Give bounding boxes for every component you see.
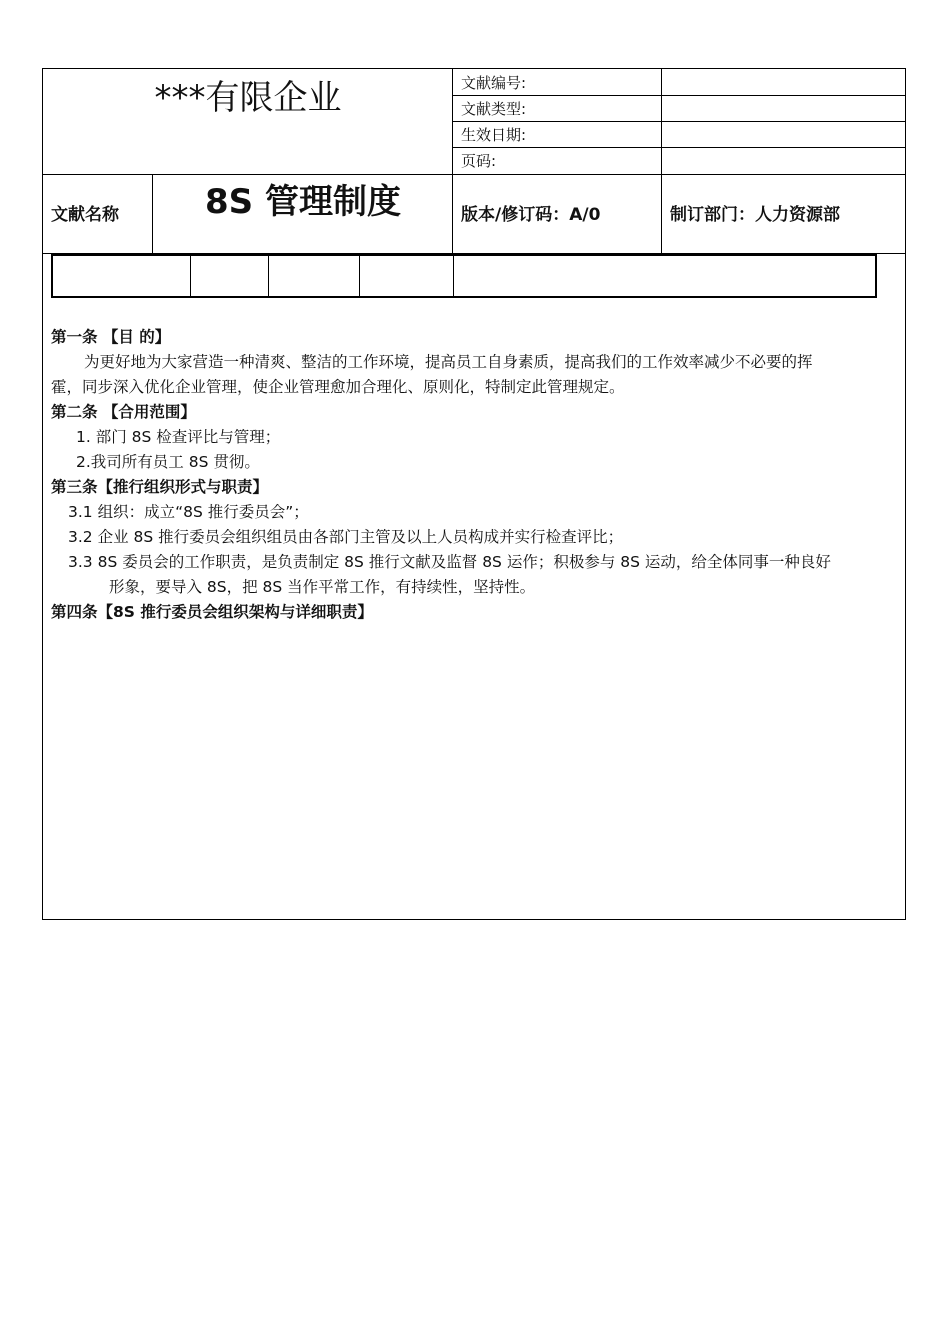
company-name: ***有限企业	[154, 78, 342, 118]
signature-cell-divider	[268, 256, 269, 296]
signature-cell-divider	[453, 256, 454, 296]
meta-row-divider	[453, 95, 906, 96]
article-3-item-3-line-2: 形象，要导入 8S，把 8S 当作平常工作，有持续性，坚持性。	[109, 578, 536, 596]
meta-row-divider	[453, 121, 906, 122]
article-1-text-line-1: 为更好地为大家营造一种清爽、整洁的工作环境，提高员工自身素质，提高我们的工作效率减少不必要的挥	[84, 353, 813, 371]
article-2-heading: 第二条 【合用范围】	[51, 403, 196, 421]
article-3-heading: 第三条【推行组织形式与职责】	[51, 478, 269, 496]
signature-cell-divider	[359, 256, 360, 296]
meta-label-doc-number: 文献编号:	[461, 74, 527, 92]
article-2-item-2: 2.我司所有员工 8S 贯彻。	[76, 453, 260, 471]
article-3-item-2: 3.2 企业 8S 推行委员会组织组员由各部门主管及以上人员构成并实行检查评比；	[68, 528, 624, 546]
article-1-heading: 第一条 【目 的】	[51, 328, 171, 346]
article-3-item-1: 3.1 组织：成立“8S 推行委员会”；	[68, 503, 309, 521]
article-2-item-1: 1. 部门 8S 检查评比与管理；	[76, 428, 281, 446]
meta-row-divider	[453, 147, 906, 148]
meta-label-effective-date: 生效日期:	[461, 126, 527, 144]
article-3-item-3-line-1: 3.3 8S 委员会的工作职责，是负责制定 8S 推行文献及监督 8S 运作；积极参与 8S 运动，给全体同事一种良好	[68, 553, 831, 571]
doc-title: 8S 管理制度	[205, 182, 401, 222]
signature-cell-divider	[190, 256, 191, 296]
signature-table	[51, 254, 877, 298]
header-row-divider	[42, 174, 906, 175]
meta-label-page: 页码:	[461, 152, 497, 170]
version-code: 版本/修订码：A/0	[461, 205, 601, 225]
doc-name-label: 文献名称	[51, 205, 119, 225]
meta-label-doc-type: 文献类型:	[461, 100, 527, 118]
article-4-heading: 第四条【8S 推行委员会组织架构与详细职责】	[51, 603, 373, 621]
department: 制订部门：人力资源部	[670, 205, 840, 225]
article-1-text-line-2: 霍，同步深入优化企业管理，使企业管理愈加合理化、原则化，特制定此管理规定。	[51, 378, 625, 396]
